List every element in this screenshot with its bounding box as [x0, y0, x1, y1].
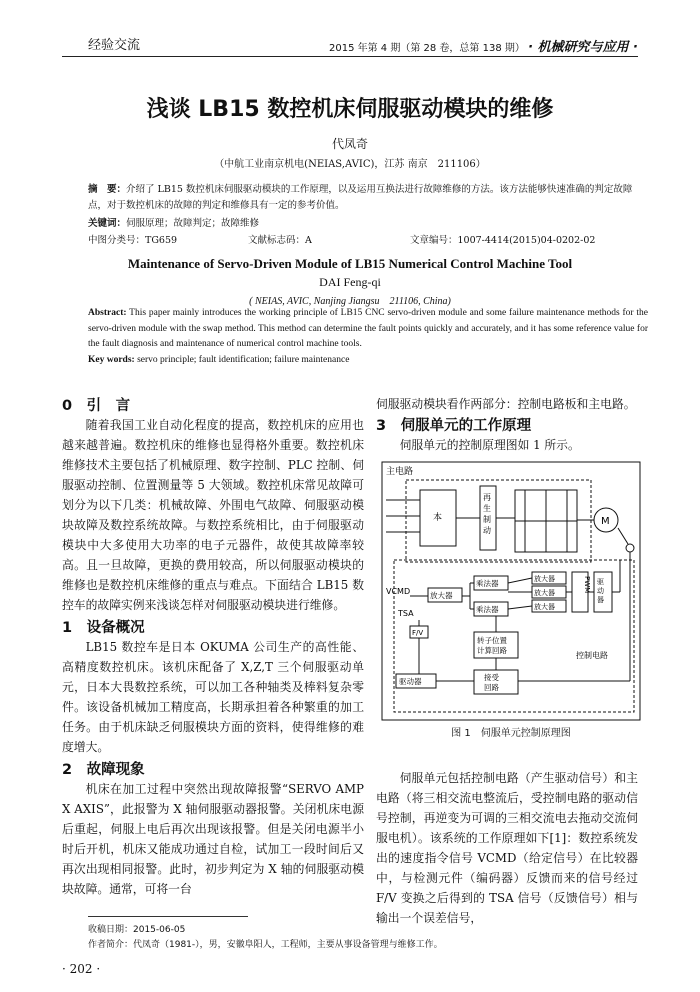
- article-number: 文章编号：1007-4414(2015)04-0202-02: [410, 235, 596, 246]
- continued-text: 伺服驱动模块看作两部分：控制电路板和主电路。: [376, 397, 636, 411]
- keywords-cn: [88, 216, 259, 232]
- paper-title: 浅谈 LB15 数控机床伺服驱动模块的维修: [146, 97, 554, 122]
- footnote-rule: [88, 916, 248, 917]
- label-encoder: 驱动器: [399, 677, 422, 686]
- section-2-body: 机床在加工过程中突然出现故障报警“SERVO AMP X AXIS”，此报警为 X 轴伺服驱动器报警。关闭机床电源后重起，伺服上电后再次出现该报警。但是关闭电源半小时后开机，机床又能成功通过自检，试加工一段时间后又再次出现相同报警。此时，初步判定为 X 轴的伺服驱动模块故障。通常，可将一台: [62, 782, 364, 896]
- affiliation: （中航工业南京机电(NEIAS,AVIC)，江苏 南京 211106）: [214, 159, 486, 170]
- label-ben: 本: [433, 513, 443, 523]
- author: 代凤奇: [331, 137, 368, 151]
- section-1-heading: 1 设备概况: [62, 620, 145, 636]
- section-2-heading: 2 故障现象: [62, 762, 145, 778]
- label-motor: M: [601, 516, 610, 527]
- section-3-heading: 3 伺服单元的工作原理: [376, 418, 532, 434]
- label-vcmd: VCMD: [386, 587, 411, 596]
- english-abstract: [88, 306, 648, 368]
- label-amp-a: 放大器: [534, 575, 555, 583]
- section-3-body: 伺服单元的控制原理图如 1 所示。: [399, 438, 580, 452]
- servo-control-diagram: [380, 460, 642, 722]
- english-title: Maintenance of Servo-Driven Module of LB15 Numerical Control Machine Tool: [127, 256, 573, 271]
- right-column-bottom: [376, 768, 638, 928]
- label-mult2: 乘法器: [476, 605, 499, 614]
- label-fv: F/V: [412, 629, 424, 637]
- servo-unit-description: 伺服单元包括控制电路（产生驱动信号）和主电路（将三相交流电整流后，受控制电路的驱动信号控制，再逆变为可调的三相交流电去拖动交流伺服电机）。该系统的工作原理如下[1]：数控系统发出的速度指令信号 VCMD（给定信号）在比较器中，与检测元件（编码器）反馈而来的信号经过 F/V 变换之后得到的 TSA 信号（反馈信号）相与输出一个误差信号，: [376, 771, 638, 925]
- keywords-cn-text: 伺服原理；故障判定；故障维修: [126, 218, 260, 229]
- label-tsa: TSA: [398, 609, 414, 618]
- english-affiliation: ( NEIAS, AVIC, Nanjing Jiangsu 211106, China): [249, 296, 451, 307]
- label-amp1: 放大器: [430, 591, 453, 600]
- abstract-cn-text: 介绍了 LB15 数控机床伺服驱动模块的工作原理，以及运用互换法进行故障维修的方法。该方法能够快速准确的判定故障点，对于数控机床的故障的判定和维修具有一定的参考价值。: [88, 184, 633, 211]
- label-amp-b: 放大器: [534, 589, 555, 597]
- english-author: DAI Feng-qi: [319, 275, 381, 289]
- english-abstract-label: Abstract:: [88, 308, 127, 318]
- encoder-symbol: [626, 544, 634, 552]
- label-amp-c: 放大器: [534, 603, 555, 611]
- running-header-left: 经验交流: [88, 38, 141, 53]
- received-date: 收稿日期：2015-06-05: [88, 925, 186, 935]
- label-main-circuit: 主电路: [386, 467, 414, 477]
- abstract-cn: [88, 182, 648, 213]
- english-abstract-text: This paper mainly introduces the working principle of LB15 CNC servo-driven module and some failure maintenance methods for the servo-driven module with the swap method. This method can determine the fault points quickly and accurately, and it has some reference value for the fault diagnosis and maintenance of numerical control machine tools.: [88, 308, 648, 349]
- signal-lines: [410, 552, 630, 681]
- english-keywords-label: Key words:: [88, 354, 135, 365]
- keywords-cn-label: 关键词：: [88, 218, 127, 229]
- journal-name: · 机械研究与应用 ·: [528, 40, 638, 55]
- section-0-heading: 0 引 言: [62, 398, 131, 414]
- right-column-top: [376, 394, 638, 455]
- clc-number: 中图分类号：TG659: [88, 235, 178, 246]
- label-recv: 接受回路: [484, 673, 499, 692]
- doc-code: 文献标志码：A: [248, 235, 312, 246]
- left-column: [62, 394, 364, 899]
- label-pwm: PWM: [583, 576, 591, 594]
- label-control-circuit: 控制电路: [576, 651, 608, 660]
- section-0-body: 随着我国工业自动化程度的提高，数控机床的应用也越来越普遍。数控机床的维修也显得格外重要。数控机床维修技术主要包括了机械原理、数字控制、PLC 控制、伺服驱动控制、位置测量等 5 大领域。数控机床常见故障可划分为以下几类：机械故障、外围电气故障、伺服驱动模块故障及数控系统故障。与数控系统相比，由于伺服驱动模块中大多使用大功率的电子元器件，故使其故障率较高。且一旦故障，更换的费用较高，所以伺服驱动模块的维修也是数控机床维修的重点与难点。下面结合 LB15 数控车的故障实例来浅谈怎样对伺服驱动模块进行维修。: [62, 418, 364, 612]
- figure-caption: 图 1 伺服单元控制原理图: [451, 728, 571, 739]
- page-number: · 202 ·: [62, 962, 101, 976]
- abstract-cn-label: 摘 要：: [88, 184, 127, 195]
- label-regen: 再生制动: [483, 493, 491, 535]
- header-rule: [62, 56, 638, 57]
- inverter-bridge: [515, 490, 577, 552]
- english-keywords-text: servo principle; fault identification; failure maintenance: [137, 354, 350, 365]
- issue-info: 2015 年第 4 期（第 28 卷，总第 138 期）: [329, 43, 525, 54]
- author-bio: 作者简介：代凤奇（1981-），男，安徽阜阳人，工程师，主要从事设备管理与维修工作。: [88, 940, 443, 950]
- label-drive: 驱动器: [597, 578, 604, 604]
- running-header-right: [329, 36, 638, 55]
- section-1-body: LB15 数控车是日本 OKUMA 公司生产的高性能、高精度数控机床。该机床配备了 X,Z,T 三个伺服驱动单元，日本大畏数控系统，可以加工各种轴类及棒料复杂零件。该设备机械加工精度高，长期承担着各种繁重的加工任务。由于机床缺乏伺服模块方面的资料，使得维修的难度增大。: [62, 640, 364, 754]
- label-rotor: 转子位置计算回路: [477, 636, 507, 655]
- label-mult1: 乘法器: [476, 579, 499, 588]
